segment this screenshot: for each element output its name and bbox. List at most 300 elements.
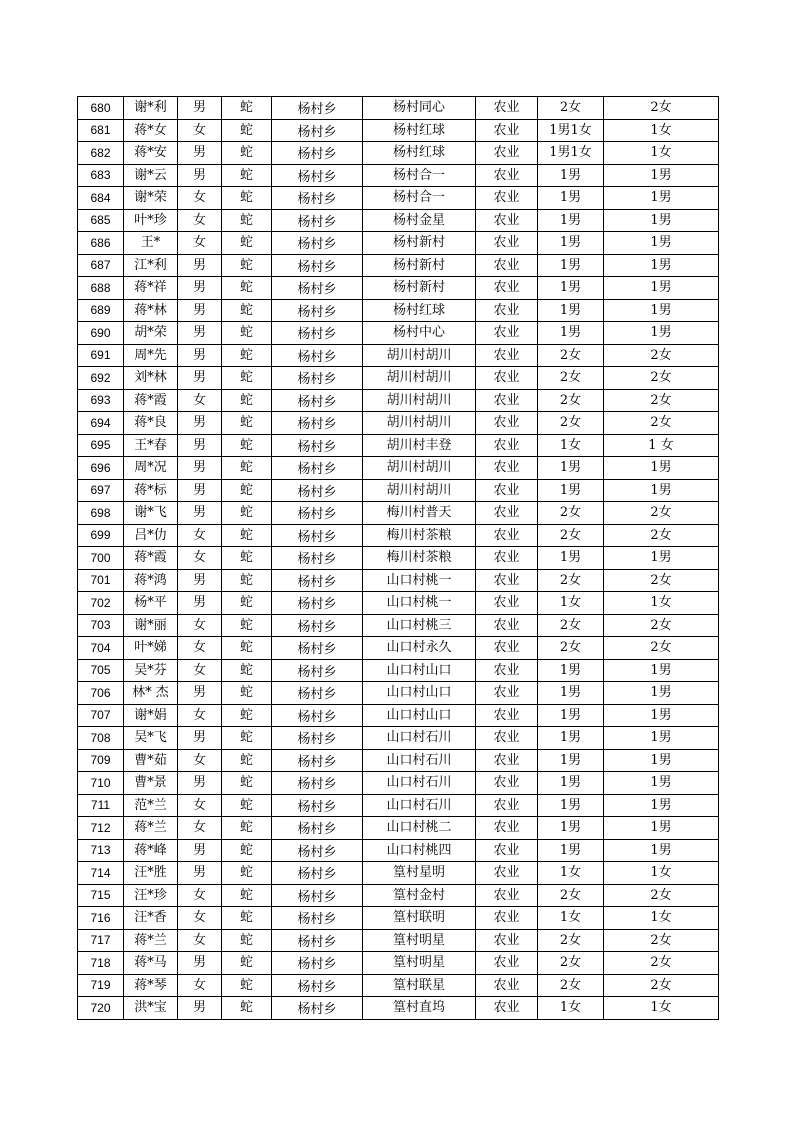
township-cell (272, 299, 363, 322)
township-cell (272, 682, 363, 705)
village-cell (363, 209, 476, 232)
person-name: 蒋*琴 (134, 977, 167, 993)
gender: 男 (192, 505, 206, 521)
village-cell (363, 929, 476, 952)
children-recorded-cell (604, 97, 719, 120)
township-cell (272, 884, 363, 907)
township-cell (272, 344, 363, 367)
occupation: 农业 (493, 1000, 520, 1016)
zodiac-cell (222, 727, 272, 750)
record-number-cell (78, 142, 124, 165)
person-name: 蒋*霞 (134, 550, 167, 566)
person-name-cell (124, 187, 178, 210)
record-number: 706 (90, 685, 111, 700)
township-cell (272, 97, 363, 120)
gender: 女 (192, 550, 206, 566)
record-number: 714 (90, 865, 111, 880)
record-number-cell (78, 412, 124, 435)
children-recorded-cell (604, 434, 719, 457)
gender: 男 (192, 437, 206, 453)
person-name-cell (124, 524, 178, 547)
gender: 女 (192, 235, 206, 251)
village-cell (363, 682, 476, 705)
children-recorded: 2女 (650, 347, 672, 363)
occupation-cell (476, 524, 538, 547)
table-row (78, 344, 719, 367)
record-number: 702 (90, 595, 111, 610)
record-number: 695 (90, 438, 111, 453)
township-cell (272, 524, 363, 547)
gender: 女 (192, 887, 206, 903)
zodiac-cell (222, 839, 272, 862)
zodiac: 蛇 (239, 1000, 253, 1016)
occupation: 农业 (493, 662, 520, 678)
person-name-cell (124, 389, 178, 412)
children-status-cell (538, 232, 604, 255)
gender-cell (178, 862, 222, 885)
zodiac: 蛇 (239, 370, 253, 386)
children-recorded-cell (604, 682, 719, 705)
village: 杨村红球 (392, 122, 445, 138)
township: 杨村乡 (297, 574, 337, 590)
township-cell (272, 254, 363, 277)
children-recorded: 1男 (650, 662, 672, 678)
village-cell (363, 412, 476, 435)
table-row (78, 907, 719, 930)
table-row (78, 479, 719, 502)
occupation: 农业 (493, 932, 520, 948)
village-cell (363, 727, 476, 750)
village: 胡川村胡川 (386, 370, 452, 386)
zodiac: 蛇 (239, 280, 253, 296)
zodiac: 蛇 (239, 662, 253, 678)
children-recorded: 2女 (650, 640, 672, 656)
person-name: 吴*芬 (134, 662, 167, 678)
gender-cell (178, 727, 222, 750)
person-name-cell (124, 412, 178, 435)
children-recorded: 1男 (650, 752, 672, 768)
children-status-cell (538, 974, 604, 997)
record-number-cell (78, 187, 124, 210)
zodiac: 蛇 (239, 392, 253, 408)
zodiac-cell (222, 704, 272, 727)
table-row (78, 97, 719, 120)
children-status-cell (538, 434, 604, 457)
person-name: 叶*娣 (134, 640, 167, 656)
occupation-cell (476, 682, 538, 705)
children-status-cell (538, 659, 604, 682)
children-recorded: 1男 (650, 707, 672, 723)
children-status: 1男1女 (549, 122, 592, 138)
occupation-cell (476, 457, 538, 480)
township: 杨村乡 (297, 372, 337, 388)
gender-cell (178, 412, 222, 435)
gender-cell (178, 997, 222, 1020)
children-status: 2女 (559, 977, 582, 993)
village: 胡川村胡川 (386, 392, 452, 408)
person-name-cell (124, 367, 178, 390)
children-status: 1男 (559, 820, 582, 836)
children-status-cell (538, 164, 604, 187)
township-cell (272, 232, 363, 255)
occupation-cell (476, 277, 538, 300)
gender: 女 (192, 820, 206, 836)
gender: 男 (192, 572, 206, 588)
children-status: 2女 (559, 392, 582, 408)
gender-cell (178, 367, 222, 390)
occupation: 农业 (493, 257, 520, 273)
occupation: 农业 (493, 437, 520, 453)
village: 杨村金星 (392, 212, 445, 228)
children-status-cell (538, 547, 604, 570)
table-row (78, 794, 719, 817)
children-status-cell (538, 119, 604, 142)
person-name: 周*先 (134, 347, 167, 363)
children-recorded-cell (604, 367, 719, 390)
zodiac: 蛇 (239, 932, 253, 948)
township-cell (272, 659, 363, 682)
occupation: 农业 (493, 910, 520, 926)
village-cell (363, 434, 476, 457)
children-status-cell (538, 97, 604, 120)
record-number-cell (78, 479, 124, 502)
person-name: 汪*珍 (134, 887, 167, 903)
children-status: 1男 (559, 460, 582, 476)
occupation: 农业 (493, 145, 520, 161)
zodiac: 蛇 (239, 257, 253, 273)
occupation: 农业 (493, 505, 520, 521)
children-recorded: 2女 (650, 617, 672, 633)
children-recorded: 1男 (650, 685, 672, 701)
occupation-cell (476, 794, 538, 817)
village: 山口村桃三 (386, 617, 452, 633)
township: 杨村乡 (297, 507, 337, 523)
children-status-cell (538, 479, 604, 502)
record-number-cell (78, 434, 124, 457)
village-cell (363, 862, 476, 885)
table-row (78, 367, 719, 390)
record-number: 683 (90, 168, 111, 183)
occupation-cell (476, 929, 538, 952)
record-number: 715 (90, 888, 111, 903)
township-cell (272, 794, 363, 817)
record-number-cell (78, 569, 124, 592)
children-recorded-cell (604, 839, 719, 862)
occupation: 农业 (493, 347, 520, 363)
record-number: 693 (90, 393, 111, 408)
table-row (78, 547, 719, 570)
children-status-cell (538, 142, 604, 165)
gender-cell (178, 682, 222, 705)
children-status: 2女 (559, 932, 582, 948)
zodiac: 蛇 (239, 212, 253, 228)
person-name: 王* (140, 235, 161, 251)
record-number-cell (78, 97, 124, 120)
person-name-cell (124, 907, 178, 930)
person-name: 蒋*标 (134, 482, 167, 498)
children-status-cell (538, 457, 604, 480)
children-status: 2女 (559, 887, 582, 903)
children-status: 2女 (559, 572, 582, 588)
person-name: 汪*香 (134, 910, 167, 926)
village: 杨村新村 (392, 235, 445, 251)
zodiac-cell (222, 817, 272, 840)
township-cell (272, 569, 363, 592)
township-cell (272, 479, 363, 502)
village-cell (363, 187, 476, 210)
zodiac: 蛇 (239, 505, 253, 521)
zodiac-cell (222, 884, 272, 907)
gender: 女 (192, 190, 206, 206)
village: 山口村桃一 (386, 595, 452, 611)
zodiac: 蛇 (239, 977, 253, 993)
gender-cell (178, 772, 222, 795)
village: 杨村新村 (392, 280, 445, 296)
children-status-cell (538, 277, 604, 300)
children-status-cell (538, 839, 604, 862)
children-recorded-cell (604, 142, 719, 165)
zodiac: 蛇 (239, 730, 253, 746)
record-number-cell (78, 614, 124, 637)
children-recorded: 1 女 (648, 437, 674, 453)
record-number: 703 (90, 618, 111, 633)
occupation: 农业 (493, 527, 520, 543)
table-row (78, 187, 719, 210)
children-recorded-cell (604, 389, 719, 412)
village: 梅川村茶粮 (386, 550, 452, 566)
occupation: 农业 (493, 100, 520, 116)
record-number: 701 (90, 573, 111, 588)
gender: 男 (192, 685, 206, 701)
township: 杨村乡 (297, 642, 337, 658)
occupation: 农业 (493, 730, 520, 746)
gender: 男 (192, 302, 206, 318)
person-name: 谢*云 (134, 167, 167, 183)
person-name: 谢*娟 (134, 707, 167, 723)
occupation-cell (476, 479, 538, 502)
record-number-cell (78, 322, 124, 345)
gender-cell (178, 547, 222, 570)
occupation: 农业 (493, 302, 520, 318)
zodiac: 蛇 (239, 617, 253, 633)
township-cell (272, 997, 363, 1020)
record-number: 719 (90, 978, 111, 993)
children-recorded: 1男 (650, 730, 672, 746)
children-status: 1女 (559, 910, 582, 926)
village: 山口村石川 (386, 730, 452, 746)
township: 杨村乡 (297, 102, 337, 118)
table-row (78, 232, 719, 255)
children-recorded: 1女 (650, 122, 672, 138)
township: 杨村乡 (297, 552, 337, 568)
table-row (78, 164, 719, 187)
zodiac-cell (222, 187, 272, 210)
occupation-cell (476, 209, 538, 232)
table-row (78, 952, 719, 975)
table-row (78, 389, 719, 412)
gender-cell (178, 974, 222, 997)
occupation-cell (476, 389, 538, 412)
gender-cell (178, 434, 222, 457)
village-cell (363, 389, 476, 412)
occupation-cell (476, 772, 538, 795)
person-name: 谢*利 (134, 100, 167, 116)
children-recorded-cell (604, 187, 719, 210)
record-number: 720 (90, 1000, 111, 1015)
village-cell (363, 457, 476, 480)
zodiac-cell (222, 997, 272, 1020)
occupation: 农业 (493, 865, 520, 881)
record-number: 699 (90, 528, 111, 543)
person-name-cell (124, 929, 178, 952)
village: 杨村合一 (392, 167, 445, 183)
table-row (78, 997, 719, 1020)
occupation-cell (476, 547, 538, 570)
township: 杨村乡 (297, 777, 337, 793)
gender: 男 (192, 730, 206, 746)
zodiac: 蛇 (239, 415, 253, 431)
gender: 女 (192, 910, 206, 926)
children-status: 1女 (559, 595, 582, 611)
gender: 女 (192, 797, 206, 813)
zodiac: 蛇 (239, 842, 253, 858)
village: 山口村石川 (386, 797, 452, 813)
township: 杨村乡 (297, 282, 337, 298)
occupation-cell (476, 164, 538, 187)
gender-cell (178, 952, 222, 975)
record-number: 704 (90, 640, 111, 655)
village-cell (363, 277, 476, 300)
township: 杨村乡 (297, 597, 337, 613)
record-number: 686 (90, 235, 111, 250)
table-row (78, 772, 719, 795)
children-recorded: 2女 (650, 505, 672, 521)
gender-cell (178, 884, 222, 907)
children-recorded-cell (604, 547, 719, 570)
village: 山口村永久 (386, 640, 452, 656)
gender: 男 (192, 775, 206, 791)
children-recorded-cell (604, 659, 719, 682)
village-cell (363, 232, 476, 255)
person-name-cell (124, 434, 178, 457)
children-recorded: 1男 (650, 212, 672, 228)
township: 杨村乡 (297, 709, 337, 725)
township-cell (272, 209, 363, 232)
children-status: 1男 (559, 752, 582, 768)
gender: 男 (192, 1000, 206, 1016)
occupation-cell (476, 299, 538, 322)
village-cell (363, 322, 476, 345)
children-recorded-cell (604, 817, 719, 840)
gender-cell (178, 142, 222, 165)
gender-cell (178, 749, 222, 772)
township: 杨村乡 (297, 664, 337, 680)
occupation: 农业 (493, 775, 520, 791)
gender-cell (178, 817, 222, 840)
record-number-cell (78, 367, 124, 390)
gender-cell (178, 389, 222, 412)
zodiac-cell (222, 479, 272, 502)
township-cell (272, 119, 363, 142)
township: 杨村乡 (297, 147, 337, 163)
children-recorded: 2女 (650, 392, 672, 408)
children-status-cell (538, 952, 604, 975)
zodiac-cell (222, 569, 272, 592)
record-number-cell (78, 547, 124, 570)
children-recorded-cell (604, 749, 719, 772)
person-name: 吕*仂 (134, 527, 167, 543)
record-number-cell (78, 884, 124, 907)
record-number-cell (78, 254, 124, 277)
children-status: 2女 (559, 100, 582, 116)
village-cell (363, 952, 476, 975)
zodiac-cell (222, 142, 272, 165)
record-number: 682 (90, 145, 111, 160)
gender: 男 (192, 325, 206, 341)
gender: 男 (192, 415, 206, 431)
person-name: 林* 杰 (132, 685, 169, 701)
person-name-cell (124, 682, 178, 705)
township-cell (272, 547, 363, 570)
person-name: 洪*宝 (134, 1000, 167, 1016)
table-row (78, 502, 719, 525)
children-status: 1男 (559, 257, 582, 273)
occupation-cell (476, 187, 538, 210)
children-status-cell (538, 817, 604, 840)
record-number-cell (78, 862, 124, 885)
children-status-cell (538, 727, 604, 750)
children-recorded: 1男 (650, 167, 672, 183)
children-status: 1女 (559, 1000, 582, 1016)
gender-cell (178, 794, 222, 817)
occupation: 农业 (493, 482, 520, 498)
gender-cell (178, 659, 222, 682)
children-recorded-cell (604, 412, 719, 435)
children-recorded: 1男 (650, 460, 672, 476)
township-cell (272, 952, 363, 975)
zodiac: 蛇 (239, 955, 253, 971)
occupation-cell (476, 974, 538, 997)
person-name: 王*春 (134, 437, 167, 453)
children-recorded: 2女 (650, 932, 672, 948)
zodiac: 蛇 (239, 910, 253, 926)
person-name: 蒋*祥 (134, 280, 167, 296)
village-cell (363, 254, 476, 277)
person-name-cell (124, 862, 178, 885)
zodiac-cell (222, 164, 272, 187)
table-row (78, 614, 719, 637)
person-name: 蒋*峰 (134, 842, 167, 858)
record-number: 707 (90, 708, 111, 723)
children-status: 2女 (559, 505, 582, 521)
table-row (78, 299, 719, 322)
table-row (78, 749, 719, 772)
township-cell (272, 614, 363, 637)
zodiac: 蛇 (239, 122, 253, 138)
children-status-cell (538, 614, 604, 637)
person-name-cell (124, 322, 178, 345)
children-status-cell (538, 929, 604, 952)
village-cell (363, 164, 476, 187)
zodiac: 蛇 (239, 797, 253, 813)
township-cell (272, 974, 363, 997)
gender-cell (178, 344, 222, 367)
occupation-cell (476, 862, 538, 885)
village-cell (363, 704, 476, 727)
record-number-cell (78, 164, 124, 187)
occupation: 农业 (493, 977, 520, 993)
gender-cell (178, 929, 222, 952)
